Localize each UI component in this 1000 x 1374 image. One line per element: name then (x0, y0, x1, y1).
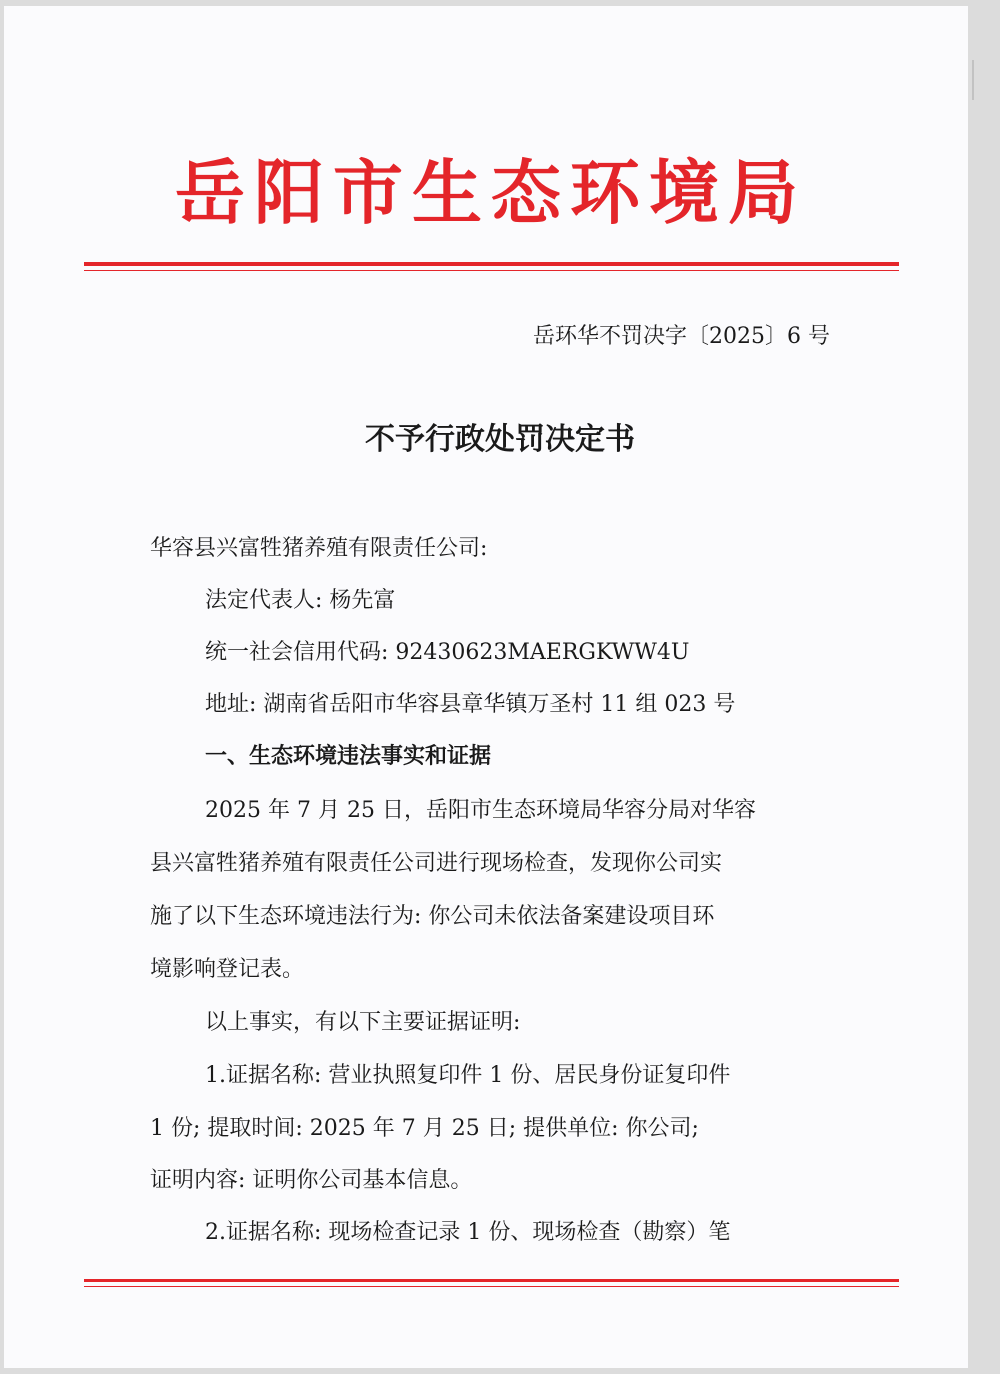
credit-code: 统一社会信用代码: 92430623MAERGKWW4U (205, 640, 690, 665)
footer-rule-thin (84, 1286, 899, 1287)
address: 地址: 湖南省岳阳市华容县章华镇万圣村 11 组 023 号 (205, 692, 736, 717)
header-rule-thin (84, 270, 899, 271)
paragraph-line: 境影响登记表。 (150, 957, 305, 982)
paragraph-line: 证明内容: 证明你公司基本信息。 (150, 1168, 473, 1193)
footer-rule-thick (84, 1279, 899, 1282)
paragraph-line: 1.证据名称: 营业执照复印件 1 份、居民身份证复印件 (205, 1063, 731, 1088)
header-rule-thick (84, 262, 899, 266)
recipient-name: 华容县兴富牲猪养殖有限责任公司: (150, 536, 488, 561)
page-edge-mark (972, 60, 974, 100)
paragraph-line: 2025 年 7 月 25 日，岳阳市生态环境局华容分局对华容 (205, 798, 756, 823)
paragraph-line: 1 份; 提取时间: 2025 年 7 月 25 日; 提供单位: 你公司; (150, 1116, 699, 1141)
section-heading: 一、生态环境违法事实和证据 (205, 744, 492, 769)
paragraph-line: 2.证据名称: 现场检查记录 1 份、现场检查（勘察）笔 (205, 1220, 731, 1245)
document-title: 不予行政处罚决定书 (365, 422, 635, 457)
legal-representative: 法定代表人: 杨先富 (205, 588, 396, 613)
paragraph-line: 以上事实，有以下主要证据证明: (205, 1010, 521, 1035)
document-number: 岳环华不罚决字〔2025〕6 号 (533, 324, 830, 349)
agency-header: 岳阳市生态环境局 (175, 151, 807, 234)
paragraph-line: 县兴富牲猪养殖有限责任公司进行现场检查，发现你公司实 (150, 851, 723, 876)
paragraph-line: 施了以下生态环境违法行为: 你公司未依法备案建设项目环 (150, 904, 715, 929)
